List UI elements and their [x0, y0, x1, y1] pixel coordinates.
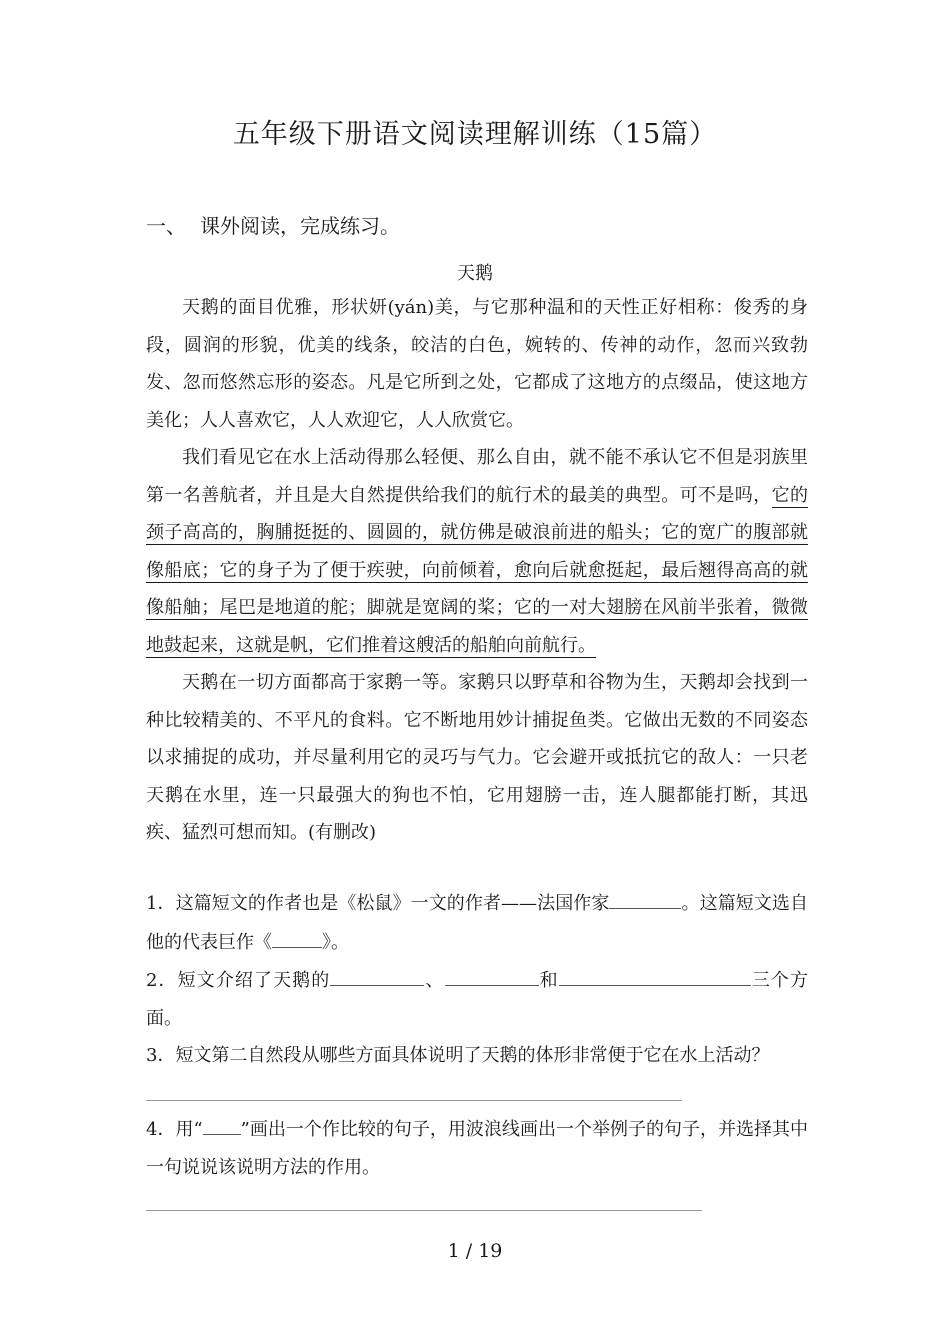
section-heading — [146, 210, 400, 239]
paragraph-2-text: 我们看见它在水上活动得那么轻便、那么自由，就不能不承认它不但是羽族里第一名善航者，并且是大自然提供给我们的航行术的最美的典型。可不是吗， — [146, 447, 808, 506]
paragraph-3: 天鹅在一切方面都高于家鹅一等。家鹅只以野草和谷物为生，天鹅却会找到一种比较精美的、不平凡的食料。它不断地用妙计捕捉鱼类。它做出无数的不同姿态以求捕捉的成功，并尽量利用它的灵巧与气力。它会避开或抵抗它的敌人：一只老天鹅在水里，连一只最强大的狗也不怕，它用翅膀一击，连人腿都能打断，其迅疾、猛烈可想而知。(有删改) — [146, 672, 808, 843]
question-4-text: 4．用“ — [146, 1119, 203, 1140]
questions-continued — [146, 1110, 808, 1186]
question-1 — [146, 884, 808, 961]
answer-blank[interactable] — [272, 923, 322, 948]
question-2-text: 和 — [538, 970, 559, 991]
question-4-text: ”画出一个作比较的句子，用波浪线画出一个举例子的句子，并选择其中一句说说该说明方法的作用。 — [146, 1119, 808, 1178]
question-1-text: 1．这篇短文的作者也是《松鼠》一文的作者——法国作家 — [146, 893, 610, 914]
questions — [146, 884, 808, 1075]
question-2 — [146, 961, 808, 1037]
page-title: 五年级下册语文阅读理解训练（15篇） — [232, 119, 718, 150]
article-title: 天鹅 — [457, 263, 493, 284]
question-2-text: 、 — [424, 970, 445, 991]
section-label: 课外阅读，完成练习。 — [200, 214, 400, 238]
question-3: 3．短文第二自然段从哪些方面具体说明了天鹅的体形非常便于它在水上活动？ — [146, 1045, 770, 1066]
question-2-text: 三个方面。 — [146, 970, 809, 1029]
answer-line-q3[interactable] — [146, 1100, 682, 1101]
paragraph-1: 天鹅的面目优雅，形状妍(yán)美，与它那种温和的天性正好相称：俊秀的身段，圆润的形貌，优美的线条，皎洁的白色，婉转的、传神的动作，忽而兴致勃发、忽而悠然忘形的姿态。凡是它所到之处，它都成了这地方的点缀品，使这地方美化；人人喜欢它，人人欢迎它，人人欣赏它。 — [146, 297, 808, 431]
answer-blank[interactable] — [559, 961, 751, 986]
answer-blank[interactable] — [445, 961, 539, 986]
paragraph-2 — [146, 439, 808, 664]
question-2-text: 2．短文介绍了天鹅的 — [146, 970, 331, 991]
answer-blank[interactable] — [609, 884, 681, 909]
page-number: 1 / 19 — [447, 1240, 503, 1262]
article-body — [146, 289, 808, 852]
answer-line-q4[interactable] — [146, 1210, 702, 1211]
answer-blank[interactable] — [203, 1110, 241, 1135]
question-4 — [146, 1110, 808, 1186]
question-1-text: 。这篇短文选自他的代表巨作《 — [146, 893, 809, 953]
section-number: 一、 — [146, 214, 186, 238]
question-1-text: 》。 — [322, 931, 349, 953]
answer-blank[interactable] — [330, 961, 424, 986]
underlined-sentence: 它的颈子高高的，胸脯挺挺的、圆圆的，就仿佛是破浪前进的船头；它的宽广的腹部就像船底；它的身子为了便于疾驶，向前倾着，愈向后就愈挺起，最后翘得高高的就像船舳；尾巴是地道的舵；脚就是宽阔的桨；它的一对大翅膀在风前半张着，微微地鼓起来，这就是帆，它们推着这艘活的船舶向前航行。 — [146, 484, 809, 656]
